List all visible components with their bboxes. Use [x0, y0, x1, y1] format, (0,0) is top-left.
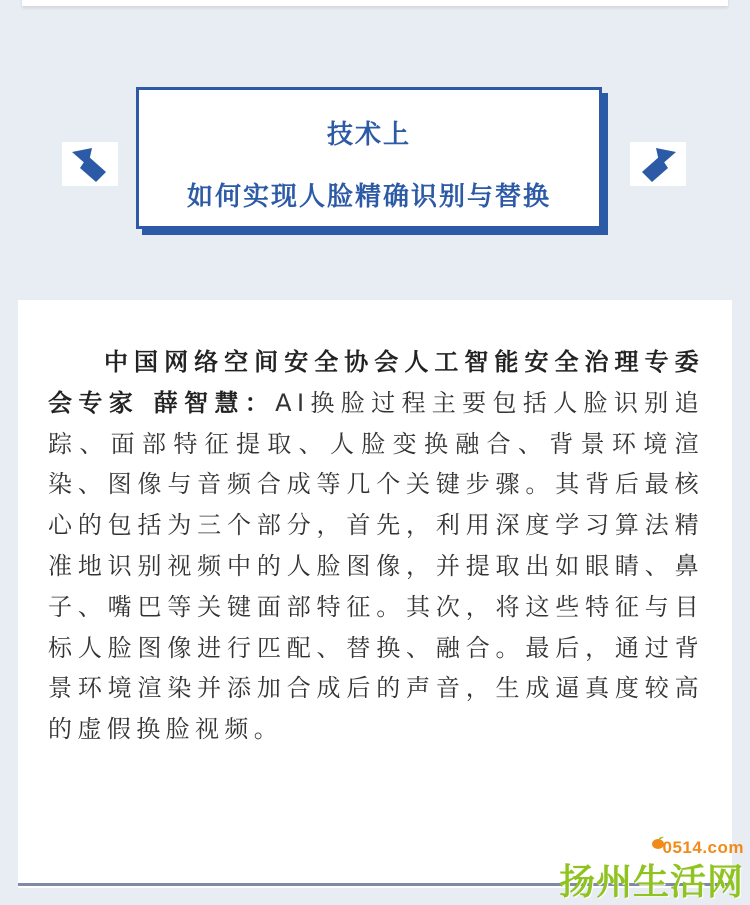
speaker-label: 中国网络空间安全协会人工智能安全治理专委会专家 薛智慧： [48, 348, 704, 417]
section-title-box [136, 87, 602, 229]
watermark-domain: 0514.com [662, 838, 744, 857]
article-card [18, 300, 732, 888]
watermark-logo [518, 836, 744, 903]
article-paragraph [48, 342, 704, 750]
section-title-line1: 技术上 [326, 120, 411, 150]
watermark-name: 扬州生活网 [558, 862, 744, 903]
arrow-left-icon [62, 142, 118, 186]
previous-section-card [22, 0, 728, 6]
section-title-line2: 如何实现人脸精确识别与替换 [186, 182, 551, 212]
arrow-right-icon [630, 142, 686, 186]
article-text: AI换脸过程主要包括人脸识别追踪、面部特征提取、人脸变换融合、背景环境渲染、图像与音频合成等几个关键步骤。其背后最核心的包括为三个部分，首先，利用深度学习算法精准地识别视频中的人脸图像，并提取出如眼睛、鼻子、嘴巴等关键面部特征。其次，将这些特征与目标人脸图像进行匹配、替换、融合。最后，通过背景环境渲染并添加合成后的声音，生成逼真度较高的虚假换脸视频。 [48, 388, 704, 744]
